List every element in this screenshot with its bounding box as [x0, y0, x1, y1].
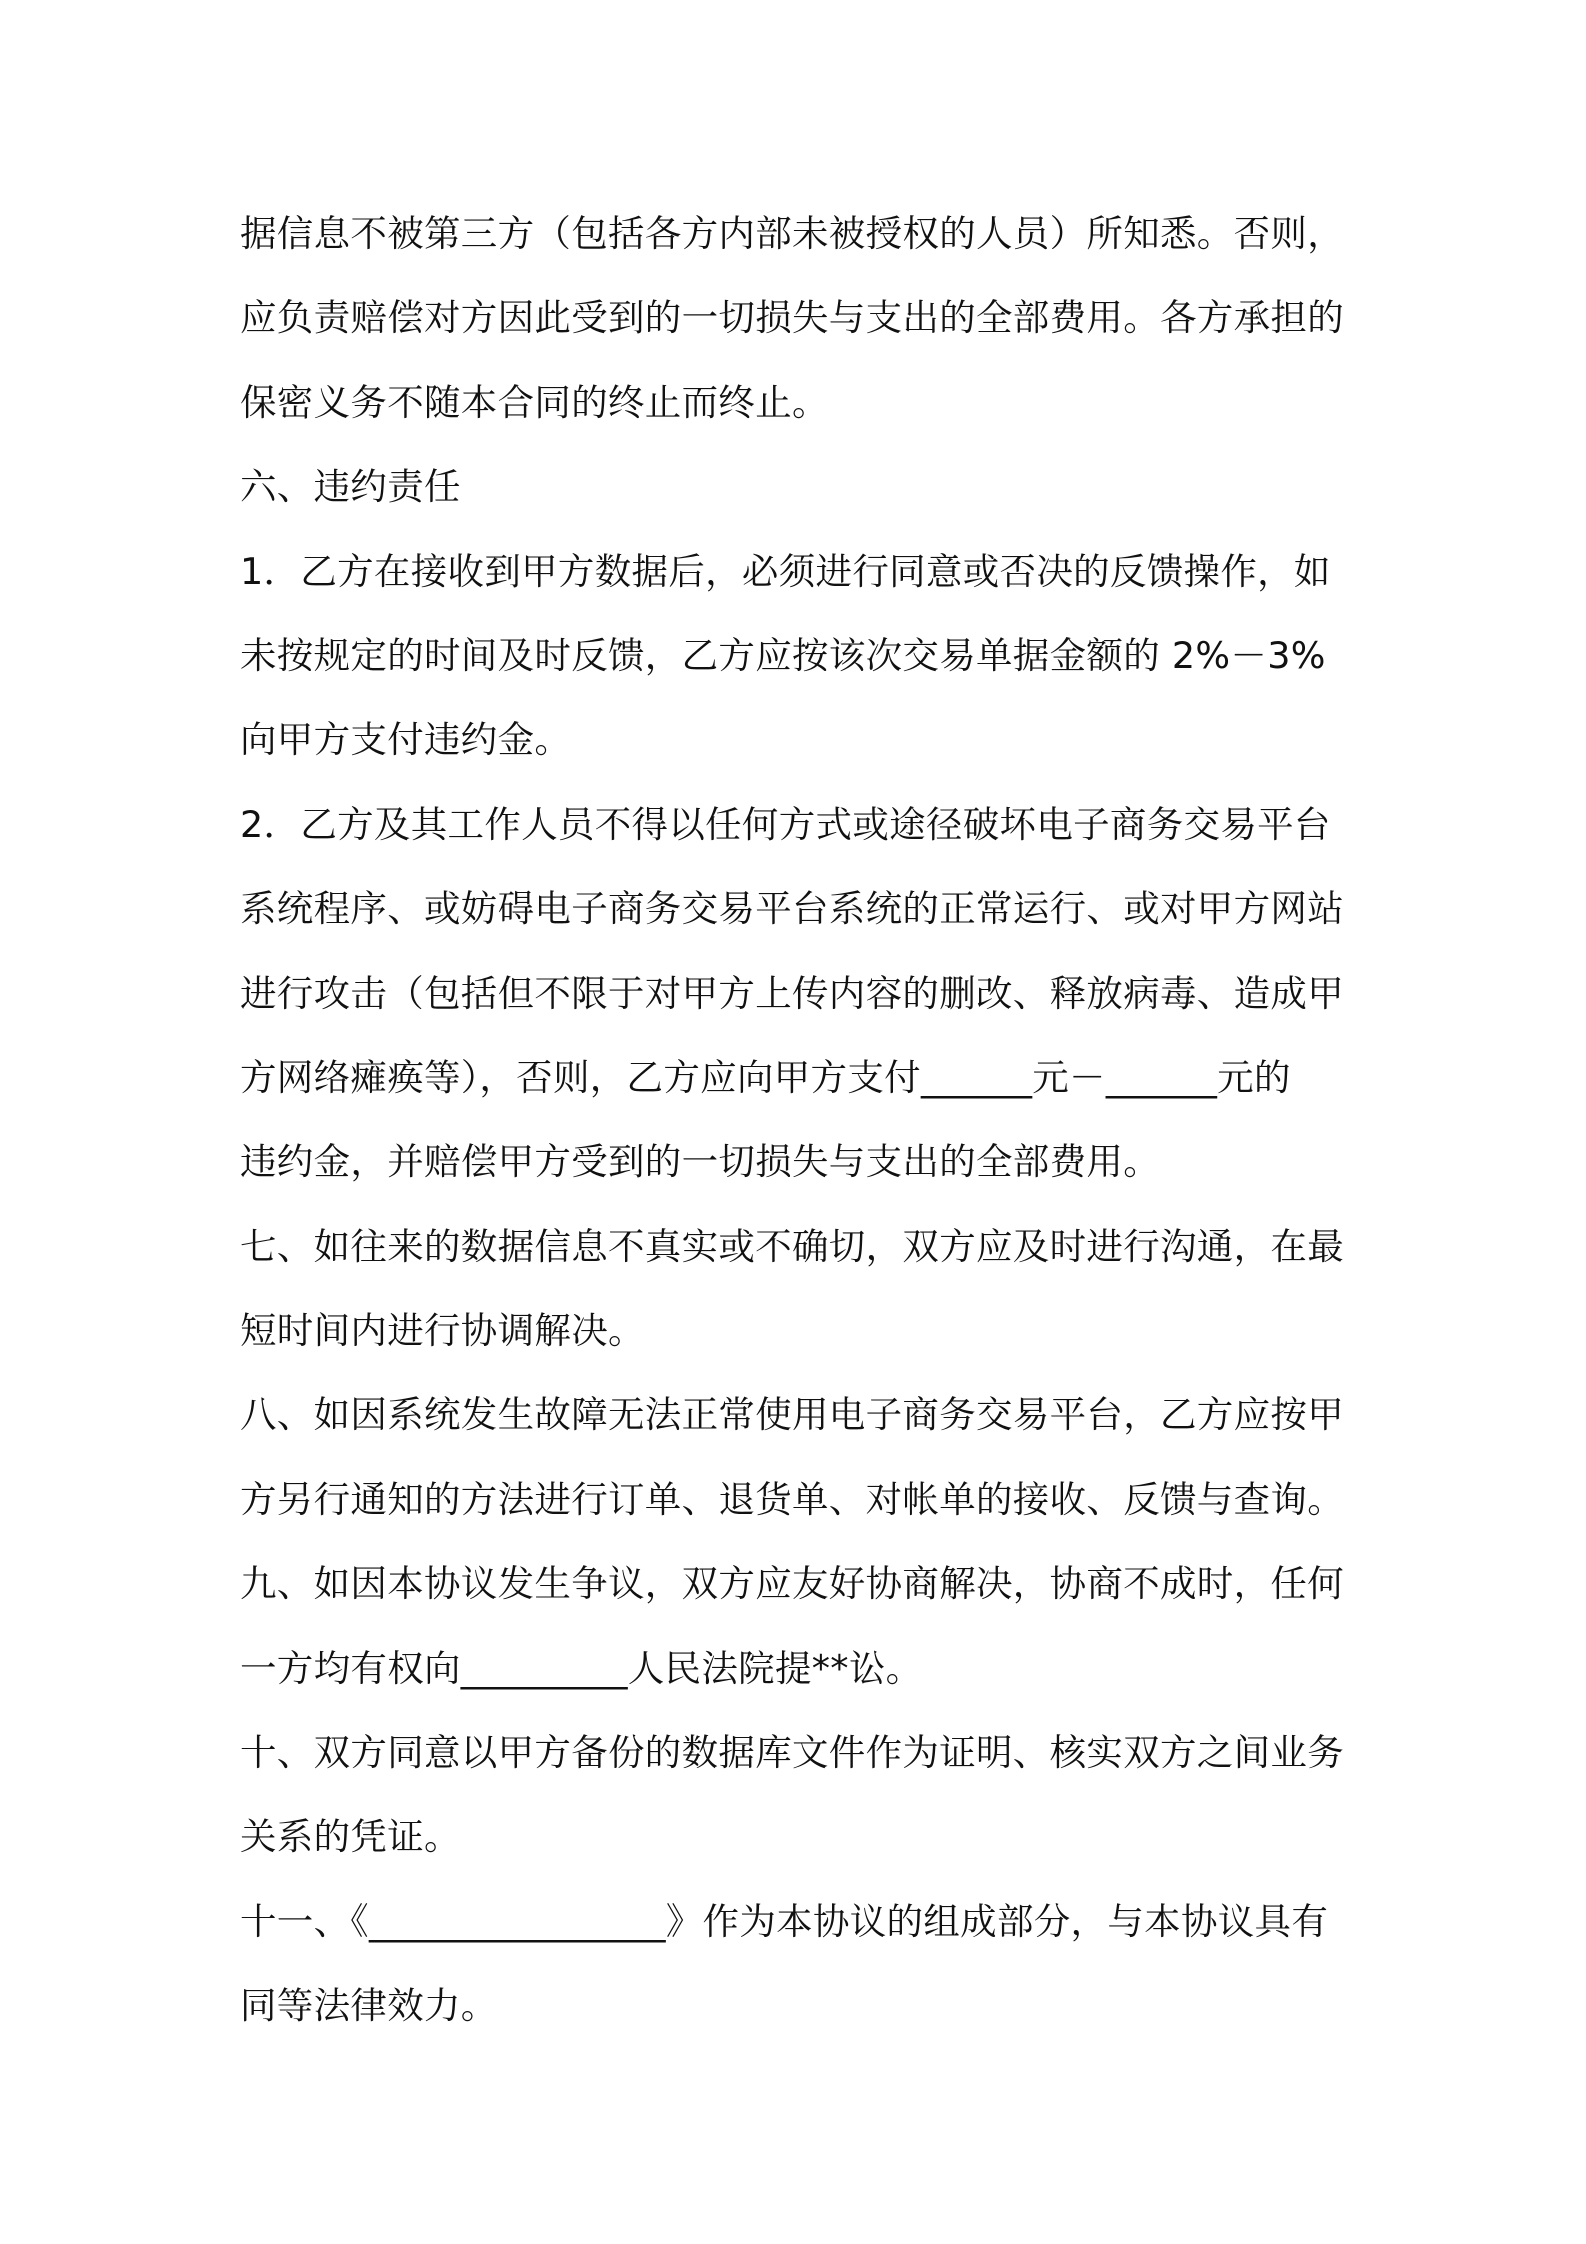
text-line: 1．乙方在接收到甲方数据后，必须进行同意或否决的反馈操作，如 [240, 549, 1331, 593]
text-line: 七、如往来的数据信息不真实或不确切，双方应及时进行沟通，在最 [240, 1224, 1344, 1268]
text-line: 进行攻击（包括但不限于对甲方上传内容的删改、释放病毒、造成甲 [240, 971, 1344, 1015]
text-line: 方另行通知的方法进行订单、退货单、对帐单的接收、反馈与查询。 [240, 1477, 1344, 1521]
text-line: 短时间内进行协调解决。 [240, 1309, 645, 1353]
text-line: 十一、《________________》作为本协议的组成部分，与本协议具有 [240, 1899, 1329, 1943]
text-line: 未按规定的时间及时反馈，乙方应按该次交易单据金额的 2%－3% [240, 633, 1326, 677]
text-line: 违约金，并赔偿甲方受到的一切损失与支出的全部费用。 [240, 1140, 1160, 1184]
text-line: 十、双方同意以甲方备份的数据库文件作为证明、核实双方之间业务 [240, 1731, 1344, 1775]
text-line: 方网络瘫痪等），否则，乙方应向甲方支付______元－______元的 [240, 1055, 1291, 1099]
text-line: 保密义务不随本合同的终止而终止。 [240, 380, 829, 424]
text-line: 应负责赔偿对方因此受到的一切损失与支出的全部费用。各方承担的 [240, 296, 1344, 340]
text-line: 据信息不被第三方（包括各方内部未被授权的人员）所知悉。否则， [240, 212, 1344, 255]
text-line: 八、如因系统发生故障无法正常使用电子商务交易平台，乙方应按甲 [240, 1393, 1344, 1437]
section-heading: 六、违约责任 [240, 465, 461, 509]
text-line: 九、如因本协议发生争议，双方应友好协商解决，协商不成时，任何 [240, 1562, 1344, 1606]
text-line: 系统程序、或妨碍电子商务交易平台系统的正常运行、或对甲方网站 [240, 887, 1344, 931]
text-line: 一方均有权向_________人民法院提**讼。 [240, 1646, 923, 1690]
text-line: 2．乙方及其工作人员不得以任何方式或途径破坏电子商务交易平台 [240, 802, 1331, 846]
text-line: 向甲方支付违约金。 [240, 718, 572, 762]
contract-text [240, 192, 1360, 2049]
text-line: 关系的凭证。 [240, 1815, 461, 1859]
text-line: 同等法律效力。 [240, 1984, 498, 2028]
